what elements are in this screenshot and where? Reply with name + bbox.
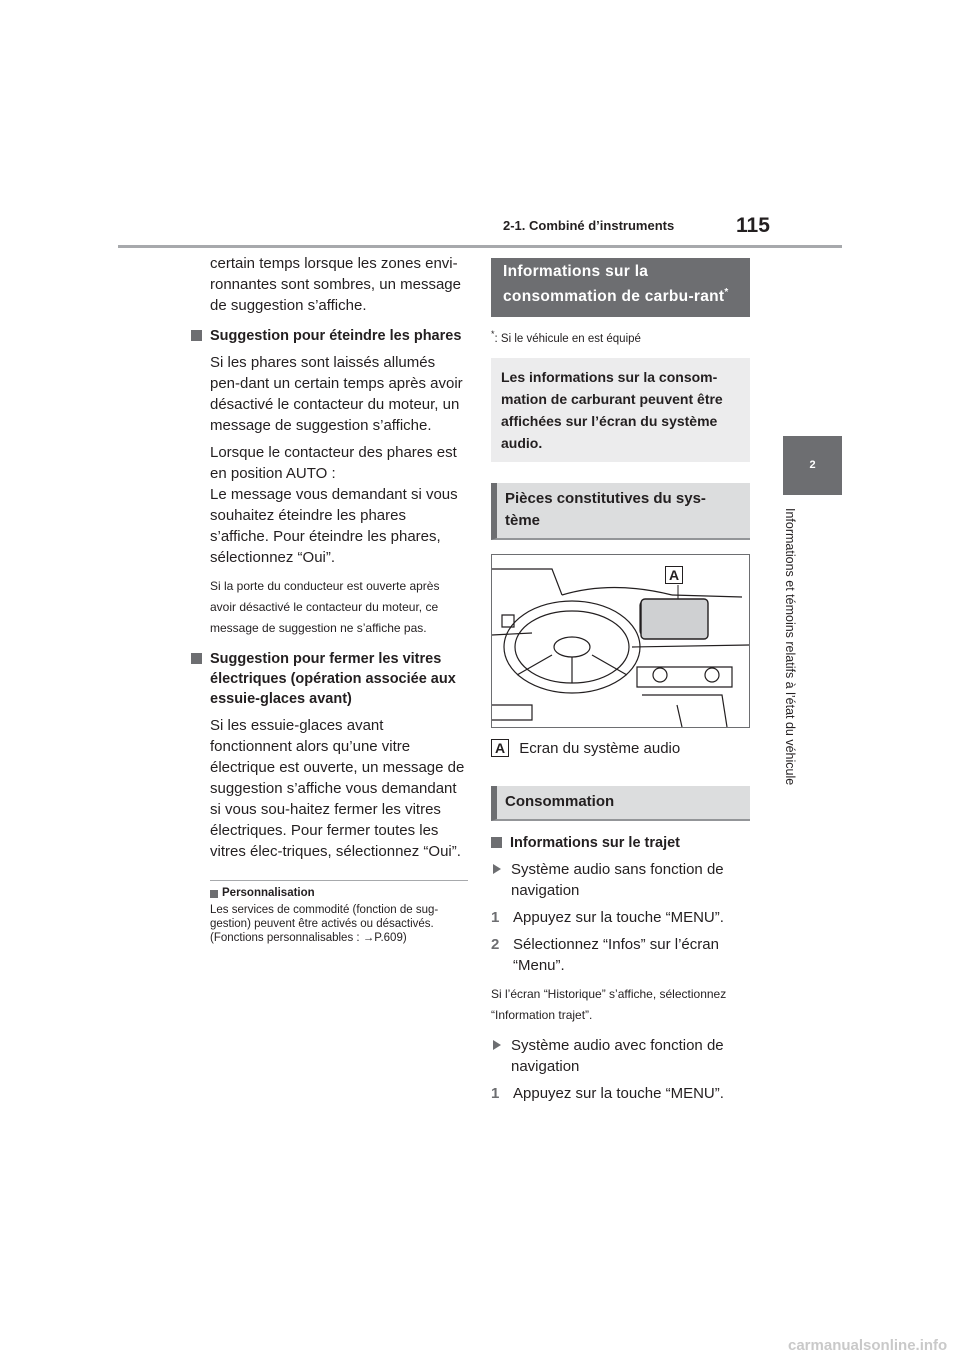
subheading-headlights — [191, 326, 468, 346]
step-number: 2 — [491, 935, 500, 953]
intro-paragraph: certain temps lorsque les zones envi-ronnantes sont sombres, un message de suggestion s’affiche. — [210, 255, 461, 314]
subheading-text: Suggestion pour fermer les vitres électriques (opération associée aux essuie-glaces avant) — [210, 651, 456, 707]
section-separator — [210, 880, 468, 881]
section-title-text: Informations sur la consommation de carbu-rant — [503, 263, 725, 306]
headlights-paragraph: Si les phares sont laissés allumés pen-dant un certain temps après avoir désactivé le contacteur du moteur, un message de suggestion s’affiche. — [210, 354, 463, 434]
step-number: 1 — [491, 1084, 500, 1102]
footnote — [491, 327, 750, 346]
right-column — [491, 258, 750, 1104]
watermark: carmanualsonline.info — [788, 1337, 948, 1354]
step-1 — [491, 907, 750, 928]
callout-a: A — [665, 566, 683, 584]
list-item-with-navigation — [491, 1035, 750, 1077]
section-title-box — [491, 258, 750, 317]
page-number: 115 — [736, 214, 770, 237]
footnote-asterisk: * — [491, 329, 495, 340]
step-2 — [491, 934, 750, 976]
asterisk-mark: * — [724, 287, 729, 298]
customization-heading — [210, 887, 468, 899]
chapter-tab: 2 — [783, 436, 842, 495]
footnote-text: : Si le véhicule en est équipé — [494, 332, 641, 345]
heading-consumption: Consommation — [491, 786, 750, 821]
driver-door-note: Si la porte du conducteur est ouverte après avoir désactivé le contacteur du moteur, ce message de suggestion ne s’affiche pas. — [210, 579, 440, 635]
heading-system-parts: Pièces constitutives du sys-tème — [491, 483, 750, 540]
windows-paragraph: Si les essuie-glaces avant fonctionnent alors qu’une vitre électrique est ouverte, un message de suggestion s’affiche vous demandant si vous sou-haitez fermer les vitres électriques. Pour fermer toutes les vitres élec-triques, sélectionnez “Oui”. — [210, 717, 465, 860]
customization-text: Les services de commodité (fonction de sug-gestion) peuvent être activés ou désactivés. (Fonctions personnalisables : →P.609) — [210, 904, 439, 944]
square-bullet-icon — [210, 890, 218, 898]
chapter-title-vertical — [782, 508, 800, 808]
header-divider — [118, 245, 842, 248]
figure-legend — [491, 738, 750, 759]
list-item-no-navigation — [491, 859, 750, 901]
step-number: 1 — [491, 908, 500, 926]
legend-badge: A — [491, 739, 509, 757]
step-text: Appuyez sur la touche “MENU”. — [513, 1084, 724, 1102]
square-bullet-icon — [491, 837, 502, 848]
summary-box: Les informations sur la consom-mation de carburant peuvent être affichées sur l’écran du système audio. — [491, 358, 750, 462]
history-note: Si l’écran “Historique” s’affiche, sélectionnez “Information trajet”. — [491, 986, 727, 1022]
triangle-bullet-icon — [493, 1040, 501, 1050]
step-text: Appuyez sur la touche “MENU”. — [513, 908, 724, 926]
auto-position-line: Lorsque le contacteur des phares est en position AUTO : — [210, 444, 457, 482]
list-item-text: Système audio avec fonction de navigation — [511, 1036, 724, 1075]
customization-title: Personnalisation — [222, 887, 315, 899]
subheading-text: Informations sur le trajet — [510, 834, 681, 851]
dashboard-illustration — [491, 554, 750, 728]
legend-text: Ecran du système audio — [519, 739, 681, 757]
step-1-nav — [491, 1083, 750, 1104]
step-text: Sélectionnez “Infos” sur l’écran “Menu”. — [513, 935, 719, 974]
dashboard-drawing — [492, 555, 749, 727]
chapter-title-text: Informations et témoins relatifs à l’état du véhicule — [783, 508, 797, 786]
auto-position-paragraph: Le message vous demandant si vous souhaitez éteindre les phares s’affiche. Pour éteindre les phares, sélectionnez “Oui”. — [210, 486, 458, 566]
subheading-text: Suggestion pour éteindre les phares — [210, 328, 462, 344]
list-item-text: Système audio sans fonction de navigation — [511, 860, 724, 899]
subheading-windows — [191, 649, 468, 709]
triangle-bullet-icon — [493, 864, 501, 874]
square-bullet-icon — [191, 330, 202, 341]
subheading-trip-info — [491, 833, 750, 853]
section-title: 2-1. Combiné d’instruments — [503, 218, 675, 233]
left-column — [210, 253, 468, 945]
square-bullet-icon — [191, 653, 202, 664]
